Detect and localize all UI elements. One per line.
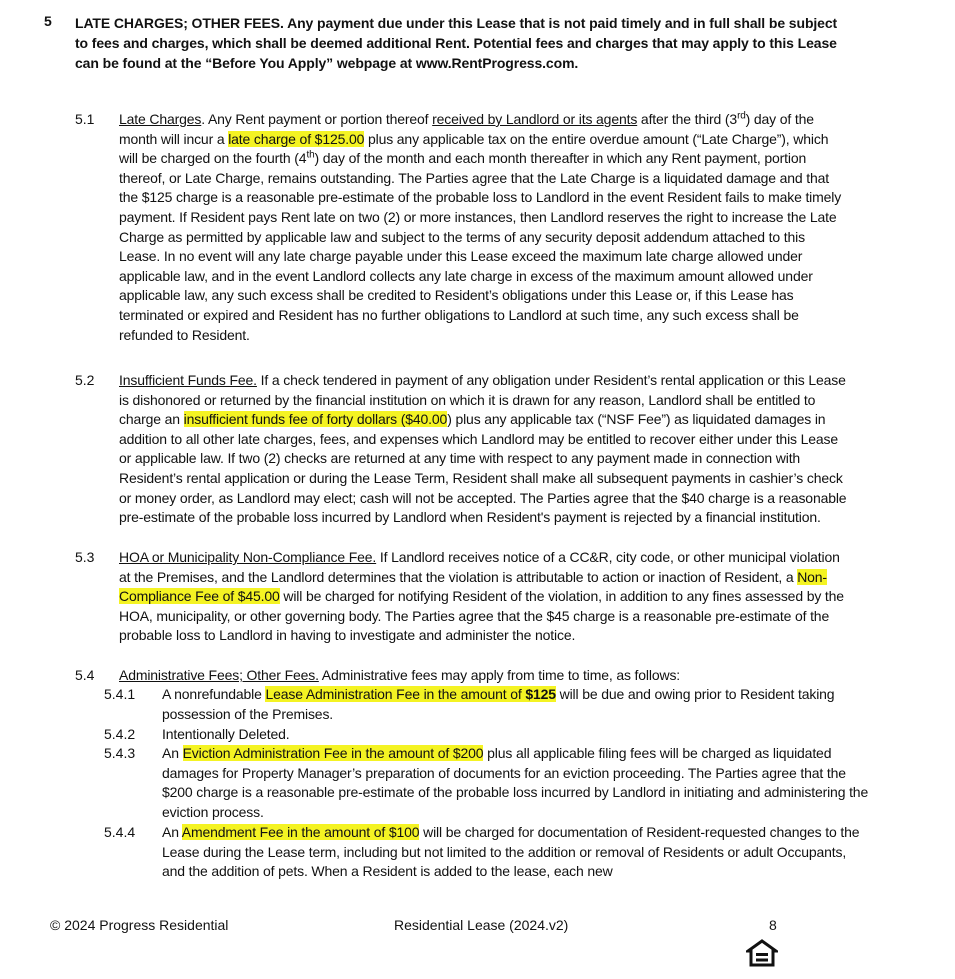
highlighted-fee: Amendment Fee in the amount of $100 <box>181 824 420 840</box>
subsection-5-2-insufficient-funds: Insufficient Funds Fee. If a check tendered in payment of any obligation under Resident’s rental application or this Lease is dishonored or returned by the financial institution on which it is drawn for any reason, Landlord shall be entitled to charge an insufficient funds fee of forty dollars ($40.00) plus any applicable tax (“NSF Fee”) as liquidated damages in addition to all other late charges, fees, and expenses which Landlord may be entitled to recover either under this Lease or applicable law. If two (2) checks are returned at any time with respect to any payment made in connection with Resident’s rental application or during the Lease Term, Resident shall make all subsequent payments in cashier’s check or money order, as Landlord may elect; cash will not be accepted. The Parties agree that the $40 charge is a reasonable pre-estimate of the probable loss incurred by Landlord when Resident's payment is rejected by a financial institution. <box>119 372 847 526</box>
subsection-title: HOA or Municipality Non-Compliance Fee. <box>119 549 377 565</box>
subsection-5-4-administrative-fees: Administrative Fees; Other Fees. Administrative fees may apply from time to time, as follows: <box>119 667 681 683</box>
subsection-title: Administrative Fees; Other Fees. <box>119 667 319 683</box>
subsection-number-5-2: 5.2 <box>75 372 95 388</box>
footer-copyright: © 2024 Progress Residential <box>50 917 229 933</box>
subsection-title: Insufficient Funds Fee. <box>119 372 257 388</box>
highlighted-fee: Lease Administration Fee in the amount of $125 <box>265 686 556 702</box>
equal-housing-icon <box>746 939 778 967</box>
subsection-title: Late Charges <box>119 111 202 127</box>
subsection-number-5-1: 5.1 <box>75 111 95 127</box>
subsection-5-4-2-deleted: Intentionally Deleted. <box>162 726 290 742</box>
highlighted-fee: late charge of $125.00 <box>228 130 365 147</box>
subsection-number-5-4-2: 5.4.2 <box>104 726 136 742</box>
footer-page-number: 8 <box>769 917 777 933</box>
subsection-number-5-4: 5.4 <box>75 667 95 683</box>
highlighted-fee: insufficient funds fee of forty dollars ($40.00 <box>183 411 448 428</box>
subsection-5-4-4-amendment-fee: An Amendment Fee in the amount of $100 will be charged for documentation of Resident-requested changes to the Lease during the Lease term, including but not limited to the addition or removal of Residents or adult Occupants, and the addition of pets. When a Resident is added to the lease, each new <box>162 824 860 880</box>
subsection-5-1-late-charges: Late Charges. Any Rent payment or portion thereof received by Landlord or its agents after the third (3rd) day of the month will incur a late charge of $125.00 plus any applicable tax on the entire overdue amount (“Late Charge”), which will be charged on the fourth (4th) day of the month and each month thereafter in which any Rent payment, portion thereof, or Late Charge, remains outstanding. The Parties agree that the Late Charge is a liquidated damage and that the $125 charge is a reasonable pre-estimate of the probable loss to Landlord in the event Resident fails to make timely payment. If Resident pays Rent late on two (2) or more instances, then Landlord reserves the right to increase the Late Charge as permitted by applicable law and subject to the terms of any security deposit addendum attached to this Lease. In no event will any late charge payable under this Lease exceed the maximum late charge allowed under applicable law, and in the event Landlord collects any late charge in excess of the maximum amount allowed under applicable law, any such excess shall be credited to Resident’s obligations under this Lease or, if this Lease has terminated or expired and Resident has no further obligations to Landlord at such time, any such excess shall be refunded to Resident. <box>119 110 842 343</box>
subsection-5-4-3-eviction-fee: An Eviction Administration Fee in the amount of $200 plus all applicable filing fees will be charged as liquidated damages for Property Manager’s preparation of documents for an eviction proceeding. The Parties agree that the $200 charge is a reasonable pre-estimate of the probable loss incurred by Landlord in initiating and administering the eviction process. <box>162 745 869 820</box>
footer-document-title: Residential Lease (2024.v2) <box>394 917 569 933</box>
section-heading: LATE CHARGES; OTHER FEES. Any payment due under this Lease that is not paid timely and in full shall be subject to fees and charges, which shall be deemed additional Rent. Potential fees and charges that may apply to this Lease can be found at the “Before You Apply” webpage at www.RentProgress.com. <box>75 15 838 71</box>
highlighted-fee: Non-Compliance Fee of $45.00 <box>119 568 827 605</box>
subsection-5-4-1-lease-admin-fee: A nonrefundable Lease Administration Fee in the amount of $125 will be due and owing prior to Resident taking possession of the Premises. <box>162 686 835 722</box>
highlighted-fee: Eviction Administration Fee in the amount of $200 <box>182 745 484 761</box>
subsection-5-3-non-compliance: HOA or Municipality Non-Compliance Fee. If Landlord receives notice of a CC&R, city code, or other municipal violation at the Premises, and the Landlord determines that the violation is attributable to action or inaction of Resident, a Non-Compliance Fee of $45.00 will be charged for notifying Resident of the violation, in addition to any fines assessed by the HOA, municipality, or other governing body. The Parties agree that the $45 charge is a reasonable pre-estimate of the probable loss to Landlord in having to investigate and administer the notice. <box>119 549 844 644</box>
subsection-number-5-4-4: 5.4.4 <box>104 824 136 840</box>
subsection-number-5-3: 5.3 <box>75 549 95 565</box>
section-number: 5 <box>44 13 52 29</box>
subsection-number-5-4-3: 5.4.3 <box>104 745 136 761</box>
subsection-number-5-4-1: 5.4.1 <box>104 686 136 702</box>
